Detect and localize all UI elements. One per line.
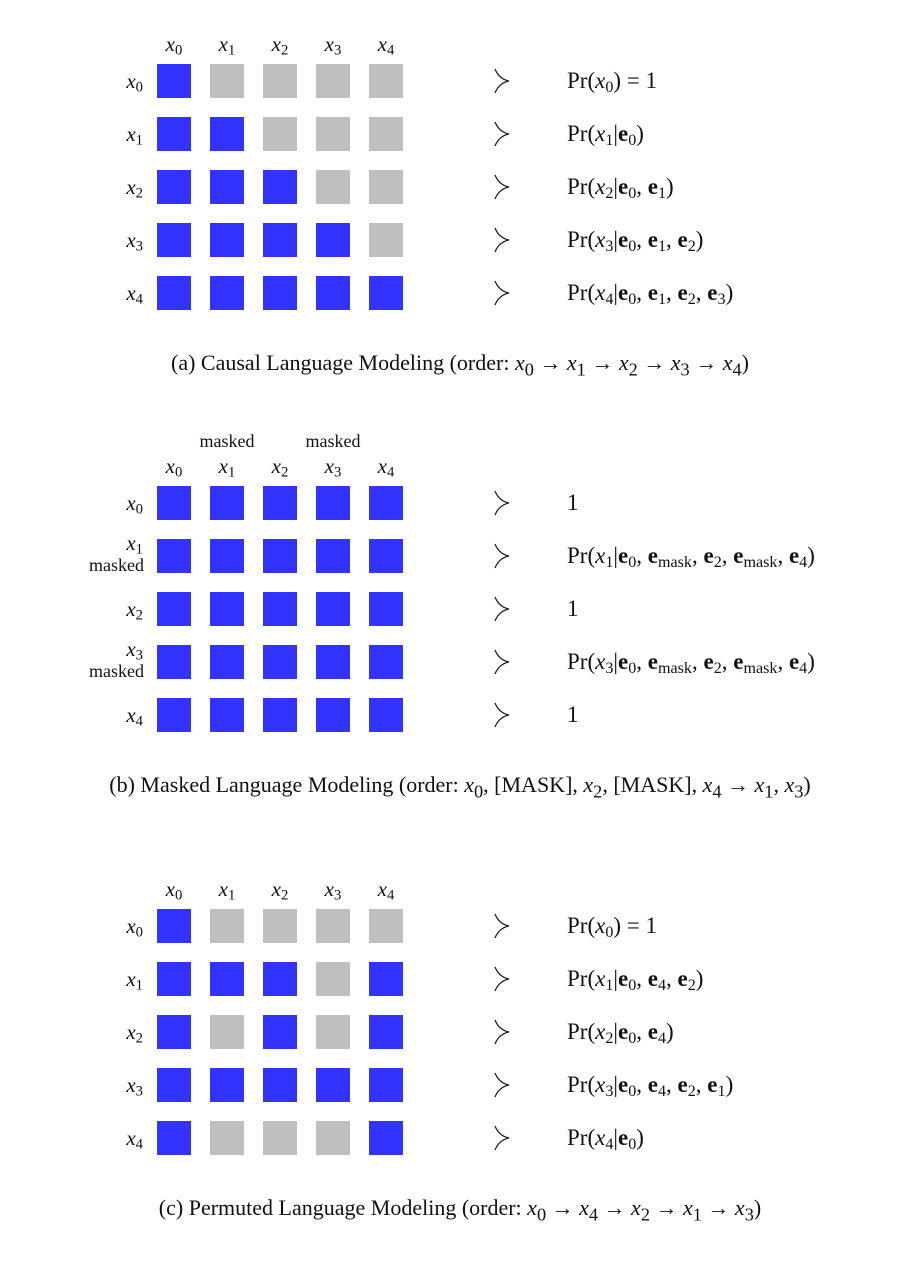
attention-cell-visible: [157, 486, 191, 520]
attention-cell-blocked: [369, 223, 403, 257]
attention-cell-blocked: [210, 1121, 244, 1155]
attention-cell-visible: [210, 592, 244, 626]
column-label: $x_1$: [218, 454, 236, 481]
attention-cell-visible: [157, 1015, 191, 1049]
row-label: $x_1$: [126, 967, 143, 994]
row-label: $x_1$: [126, 122, 143, 149]
panel-caption: (b) Masked Language Modeling (order: $x_0$, [MASK], $x_2$, [MASK], $x_4 \to x_1$, $x_3$): [109, 772, 811, 802]
attention-cell-blocked: [263, 909, 297, 943]
succeeds-arrow-icon: [493, 279, 511, 307]
attention-cell-visible: [157, 962, 191, 996]
succeeds-arrow-icon: [493, 965, 511, 993]
row-label: $x_0$: [126, 491, 143, 518]
succeeds-arrow-icon: [493, 701, 511, 729]
attention-cell-visible: [316, 276, 350, 310]
row-label: $x_2$: [126, 175, 143, 202]
attention-cell-visible: [157, 909, 191, 943]
attention-cell-blocked: [316, 1015, 350, 1049]
attention-cell-visible: [157, 223, 191, 257]
attention-cell-visible: [210, 962, 244, 996]
attention-cell-visible: [157, 170, 191, 204]
attention-cell-visible: [157, 698, 191, 732]
attention-cell-visible: [316, 486, 350, 520]
probability-formula: $Pr(x_0) = 1$: [567, 68, 658, 97]
attention-cell-visible: [210, 276, 244, 310]
attention-cell-visible: [369, 1121, 403, 1155]
attention-cell-visible: [263, 223, 297, 257]
probability-formula: $Pr(x_0) = 1$: [567, 913, 658, 942]
attention-cell-visible: [263, 698, 297, 732]
column-label: $x_2$: [271, 877, 289, 904]
row-masked-label: masked: [89, 661, 144, 681]
succeeds-arrow-icon: [493, 1124, 511, 1152]
succeeds-arrow-icon: [493, 489, 511, 517]
attention-cell-visible: [316, 223, 350, 257]
probability-formula: $Pr(x_4|e_0$, $e_1$, $e_2$, $e_3$): [567, 280, 734, 309]
panel-caption: (a) Causal Language Modeling (order: $x_0 \to x_1 \to x_2 \to x_3 \to x_4$): [171, 350, 749, 380]
column-label: $x_3$: [324, 32, 342, 59]
attention-cell-blocked: [316, 909, 350, 943]
row-label: $x_3$: [126, 1073, 143, 1100]
row-label: $x_4$: [126, 703, 143, 730]
attention-cell-visible: [263, 276, 297, 310]
column-label: $x_0$: [165, 877, 183, 904]
attention-cell-visible: [369, 592, 403, 626]
attention-cell-blocked: [210, 1015, 244, 1049]
attention-cell-visible: [369, 1068, 403, 1102]
attention-cell-visible: [210, 698, 244, 732]
row-masked-label: masked: [89, 555, 144, 575]
column-label: $x_4$: [377, 877, 395, 904]
attention-cell-visible: [369, 645, 403, 679]
attention-cell-visible: [369, 539, 403, 573]
attention-cell-visible: [157, 592, 191, 626]
row-label: $x_4$: [126, 281, 143, 308]
attention-cell-blocked: [316, 1121, 350, 1155]
attention-cell-blocked: [210, 909, 244, 943]
attention-cell-blocked: [369, 117, 403, 151]
attention-cell-visible: [369, 1015, 403, 1049]
attention-cell-visible: [157, 1068, 191, 1102]
attention-cell-visible: [210, 486, 244, 520]
attention-cell-blocked: [369, 909, 403, 943]
attention-cell-blocked: [316, 170, 350, 204]
probability-formula: $Pr(x_1|e_0$, $e_4$, $e_2$): [567, 966, 704, 995]
probability-formula: $Pr(x_3|e_0$, $e_4$, $e_2$, $e_1$): [567, 1072, 734, 1101]
column-label: $x_4$: [377, 454, 395, 481]
attention-cell-blocked: [316, 64, 350, 98]
succeeds-arrow-icon: [493, 173, 511, 201]
attention-cell-visible: [316, 1068, 350, 1102]
attention-cell-visible: [316, 698, 350, 732]
probability-formula: 1: [567, 702, 579, 727]
attention-cell-blocked: [369, 64, 403, 98]
attention-cell-visible: [157, 645, 191, 679]
attention-cell-blocked: [316, 117, 350, 151]
probability-formula: $Pr(x_3|e_0$, $e_1$, $e_2$): [567, 227, 704, 256]
attention-cell-blocked: [263, 64, 297, 98]
succeeds-arrow-icon: [493, 542, 511, 570]
attention-cell-blocked: [210, 64, 244, 98]
attention-cell-visible: [210, 539, 244, 573]
succeeds-arrow-icon: [493, 595, 511, 623]
row-label: $x_2$: [126, 597, 143, 624]
column-label: $x_2$: [271, 454, 289, 481]
probability-formula: $Pr(x_2|e_0$, $e_1$): [567, 174, 674, 203]
column-label: $x_4$: [377, 32, 395, 59]
attention-cell-visible: [157, 539, 191, 573]
row-label: $x_1$: [126, 531, 143, 558]
attention-cell-visible: [210, 223, 244, 257]
column-label: $x_1$: [218, 32, 236, 59]
attention-cell-visible: [369, 962, 403, 996]
attention-cell-visible: [316, 592, 350, 626]
attention-cell-blocked: [369, 170, 403, 204]
attention-cell-visible: [316, 539, 350, 573]
probability-formula: $Pr(x_1|e_0$, $e_{mask}$, $e_2$, $e_{mask}$, $e_4$): [567, 543, 815, 572]
succeeds-arrow-icon: [493, 67, 511, 95]
column-masked-label: masked: [199, 431, 255, 451]
column-label: $x_3$: [324, 454, 342, 481]
probability-formula: $Pr(x_1|e_0)$: [567, 121, 644, 150]
probability-formula: 1: [567, 596, 579, 621]
attention-cell-visible: [210, 170, 244, 204]
row-label: $x_3$: [126, 228, 143, 255]
column-label: $x_3$: [324, 877, 342, 904]
succeeds-arrow-icon: [493, 1018, 511, 1046]
attention-cell-visible: [263, 645, 297, 679]
attention-cell-visible: [210, 645, 244, 679]
column-label: $x_2$: [271, 32, 289, 59]
probability-formula: $Pr(x_2|e_0$, $e_4$): [567, 1019, 674, 1048]
attention-cell-visible: [157, 276, 191, 310]
row-label: $x_0$: [126, 914, 143, 941]
attention-cell-visible: [369, 276, 403, 310]
attention-cell-visible: [263, 170, 297, 204]
attention-cell-visible: [263, 539, 297, 573]
row-label: $x_3$: [126, 637, 143, 664]
succeeds-arrow-icon: [493, 912, 511, 940]
column-label: $x_0$: [165, 454, 183, 481]
succeeds-arrow-icon: [493, 226, 511, 254]
row-label: $x_0$: [126, 69, 143, 96]
attention-cell-visible: [369, 698, 403, 732]
succeeds-arrow-icon: [493, 1071, 511, 1099]
attention-cell-visible: [263, 486, 297, 520]
probability-formula: $Pr(x_4|e_0)$: [567, 1125, 644, 1154]
attention-cell-visible: [157, 1121, 191, 1155]
attention-cell-visible: [369, 486, 403, 520]
attention-cell-visible: [210, 1068, 244, 1102]
attention-cell-visible: [157, 117, 191, 151]
probability-formula: $Pr(x_3|e_0$, $e_{mask}$, $e_2$, $e_{mask}$, $e_4$): [567, 649, 815, 678]
column-label: $x_1$: [218, 877, 236, 904]
attention-cell-visible: [263, 592, 297, 626]
attention-cell-blocked: [263, 117, 297, 151]
row-label: $x_2$: [126, 1020, 143, 1047]
attention-cell-visible: [316, 645, 350, 679]
attention-cell-blocked: [263, 1121, 297, 1155]
probability-formula: 1: [567, 490, 579, 515]
attention-cell-visible: [157, 64, 191, 98]
panel-caption: (c) Permuted Language Modeling (order: $x_0 \to x_4 \to x_2 \to x_1 \to x_3$): [158, 1195, 762, 1225]
succeeds-arrow-icon: [493, 120, 511, 148]
attention-cell-visible: [263, 1068, 297, 1102]
succeeds-arrow-icon: [493, 648, 511, 676]
attention-cell-visible: [263, 1015, 297, 1049]
attention-cell-visible: [210, 117, 244, 151]
row-label: $x_4$: [126, 1126, 143, 1153]
column-masked-label: masked: [305, 431, 361, 451]
column-label: $x_0$: [165, 32, 183, 59]
attention-cell-blocked: [316, 962, 350, 996]
attention-cell-visible: [263, 962, 297, 996]
